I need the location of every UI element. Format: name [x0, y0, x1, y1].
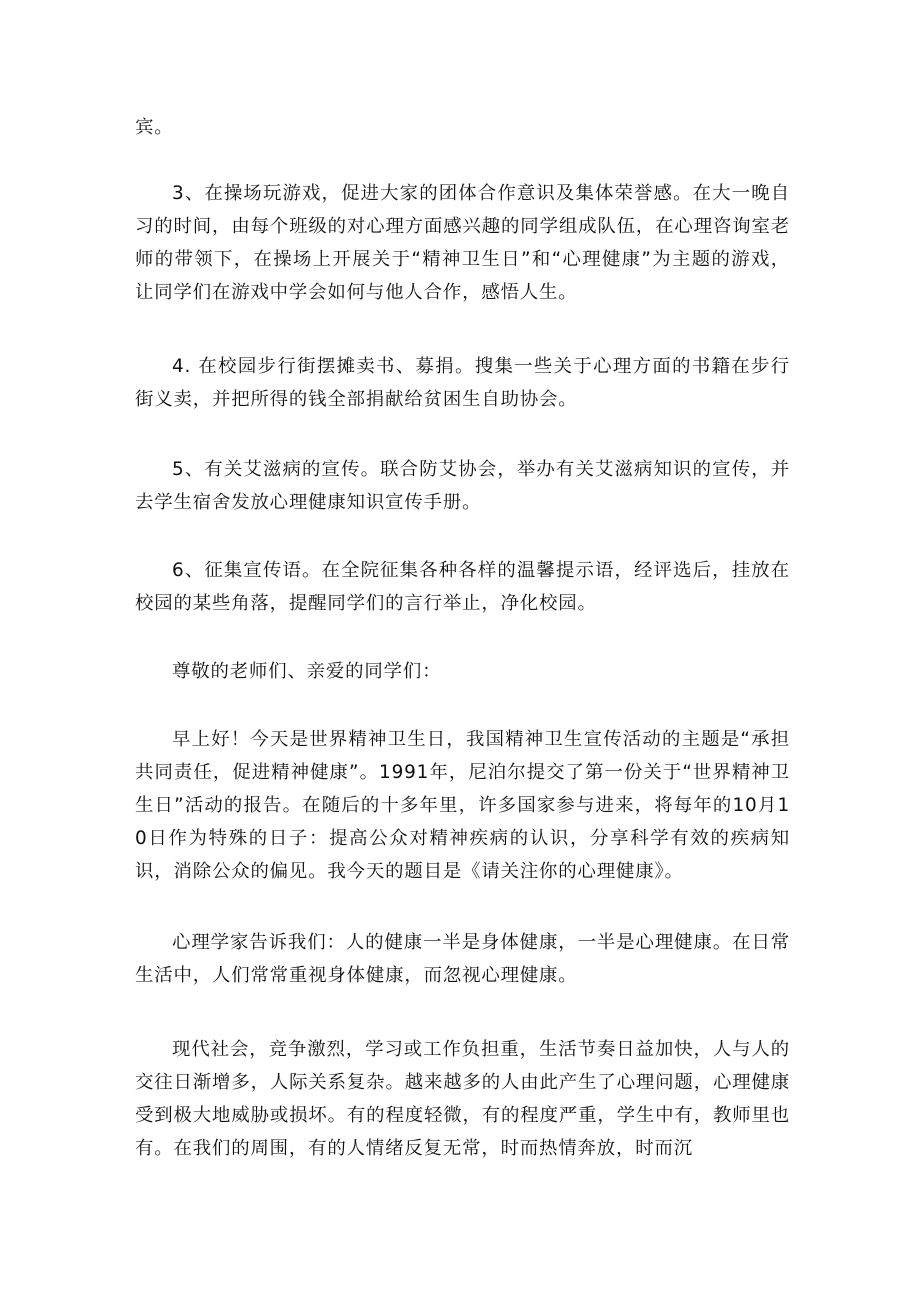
speech-paragraph-psychologist: 心理学家告诉我们：人的健康一半是身体健康，一半是心理健康。在日常生活中，人们常常重视身体健康，而忽视心理健康。: [135, 932, 790, 986]
paragraph-continuation: 宾。: [135, 117, 174, 138]
speech-salutation: 尊敬的老师们、亲爱的同学们：: [172, 661, 442, 682]
speech-paragraph-modern-society: 现代社会，竞争激烈，学习或工作负担重，生活节奏日益加快，人与人的交往日渐增多，人际关系复杂。越来越多的人由此产生了心理问题，心理健康受到极大地威胁或损坏。有的程度轻微，有的程度严重，学生中有，教师里也有。在我们的周围，有的人情绪反复无常，时而热情奔放，时而沉: [135, 1039, 790, 1159]
paragraph-item-4: 4. 在校园步行街摆摊卖书、募捐。搜集一些关于心理方面的书籍在步行街义卖，并把所得的钱全部捐献给贫困生自助协会。: [135, 356, 790, 410]
paragraph-item-5: 5、有关艾滋病的宣传。联合防艾协会，举办有关艾滋病知识的宣传，并去学生宿舍发放心理健康知识宣传手册。: [135, 459, 790, 513]
paragraph-item-3: 3、在操场玩游戏，促进大家的团体合作意识及集体荣誉感。在大一晚自习的时间，由每个班级的对心理方面感兴趣的同学组成队伍，在心理咨询室老师的带领下，在操场上开展关于“精神卫生日”和“心理健康”为主题的游戏，让同学们在游戏中学会如何与他人合作，感悟人生。: [135, 183, 790, 303]
speech-paragraph-intro: 早上好！今天是世界精神卫生日，我国精神卫生宣传活动的主题是“承担共同责任，促进精神健康”。1991年，尼泊尔提交了第一份关于“世界精神卫生日”活动的报告。在随后的十多年里，许多国家参与进来，将每年的10月10日作为特殊的日子：提高公众对精神疾病的认识，分享科学有效的疾病知识，消除公众的偏见。我今天的题目是《请关注你的心理健康》。: [135, 729, 790, 882]
paragraph-item-6: 6、征集宣传语。在全院征集各种各样的温馨提示语，经评选后，挂放在校园的某些角落，提醒同学们的言行举止，净化校园。: [135, 560, 790, 614]
